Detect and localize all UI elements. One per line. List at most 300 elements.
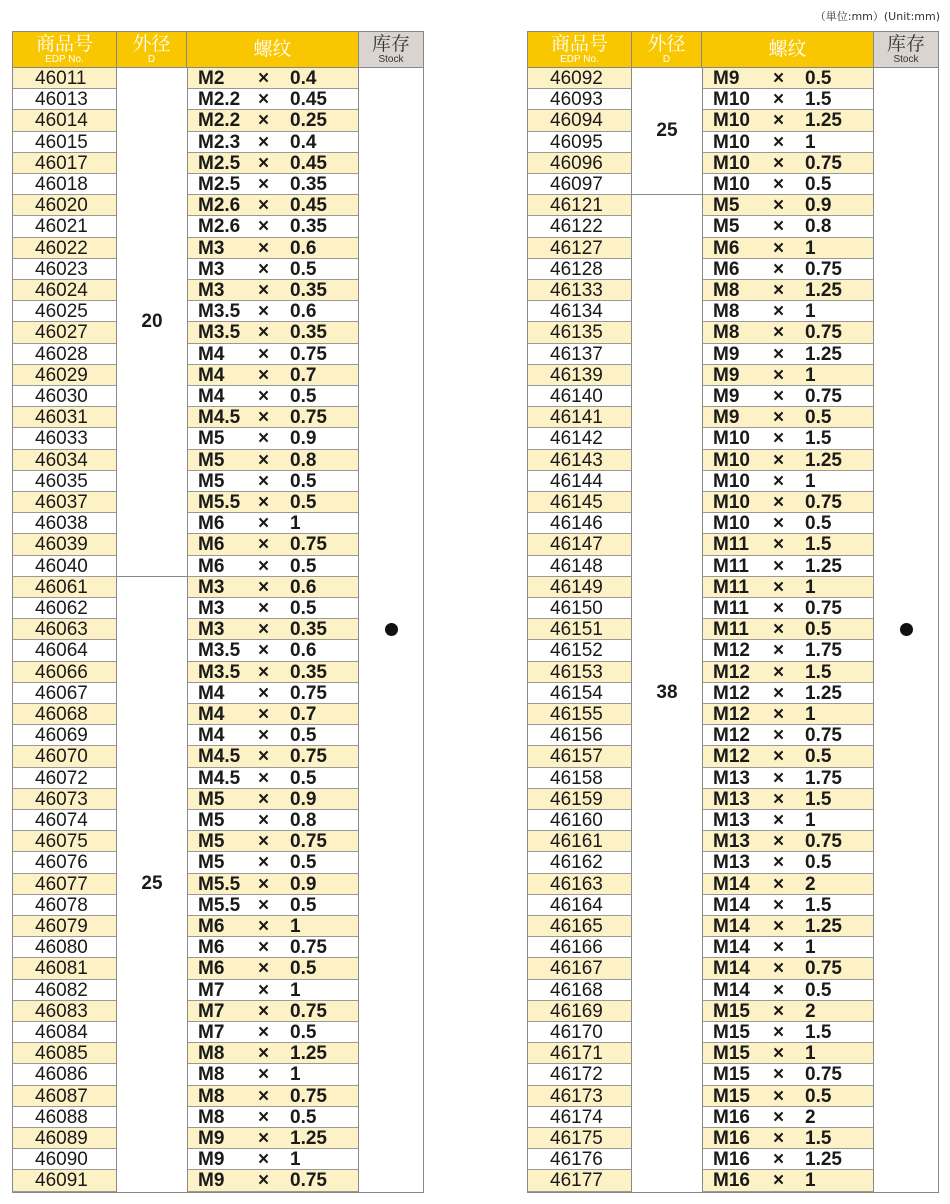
diameter-value: 20 [141,310,163,332]
thread-pitch: 0.35 [290,280,327,301]
thread-pitch: 0.75 [290,1000,327,1022]
edp-number: 46011 [13,68,117,89]
thread-spec [187,280,359,301]
thread-spec [702,132,874,153]
times-sign: × [258,1170,270,1192]
thread-spec [702,598,874,619]
edp-number: 46077 [13,874,117,895]
thread-size: M9 [198,1149,225,1171]
thread-size: M5 [198,831,225,853]
thread-size: M14 [713,916,750,937]
thread-size: M2.5 [198,152,241,174]
thread-size: M14 [713,937,750,959]
edp-number: 46151 [528,619,632,640]
thread-spec [702,68,874,89]
thread-size: M8 [198,1043,225,1065]
thread-pitch: 0.5 [805,852,832,874]
times-sign: × [258,979,270,1001]
times-sign: × [773,89,785,111]
thread-size: M13 [713,767,750,789]
thread-spec [187,1064,359,1085]
times-sign: × [773,534,785,556]
header-thread [702,32,874,67]
header-edp [528,32,632,67]
thread-size: M7 [198,1022,225,1043]
thread-size: M9 [198,1128,225,1149]
edp-number: 46095 [528,132,632,153]
times-sign: × [773,958,785,980]
times-sign: × [773,1022,785,1043]
thread-spec [702,174,874,195]
thread-size: M16 [713,1170,750,1192]
times-sign: × [773,1106,785,1128]
thread-spec [187,534,359,555]
thread-spec [702,1001,874,1022]
thread-size: M12 [713,640,750,662]
times-sign: × [258,916,270,937]
thread-pitch: 0.5 [805,979,832,1001]
thread-pitch: 2 [805,1106,816,1128]
edp-number: 46141 [528,407,632,428]
thread-size: M11 [713,619,749,641]
edp-number: 46150 [528,598,632,619]
thread-size: M4.5 [198,767,241,789]
edp-number: 46028 [13,344,117,365]
thread-pitch: 0.6 [290,237,317,259]
thread-spec [702,831,874,852]
times-sign: × [773,237,785,259]
times-sign: × [258,1149,270,1171]
header-diameter-en: D [147,53,156,65]
edp-number: 46153 [528,662,632,683]
edp-number: 46143 [528,450,632,471]
edp-number: 46170 [528,1022,632,1043]
thread-size: M6 [198,534,225,556]
thread-pitch: 0.8 [290,810,317,831]
thread-spec [187,704,359,725]
edp-number: 46140 [528,386,632,407]
edp-number: 46091 [13,1170,117,1191]
edp-number: 46085 [13,1043,117,1064]
thread-pitch: 0.9 [290,428,317,450]
thread-pitch: 0.5 [290,492,317,513]
stock-column [359,68,423,1192]
times-sign: × [258,1022,270,1043]
thread-size: M15 [713,1000,750,1022]
thread-spec [702,259,874,280]
header-edp-en: EDP No. [560,53,599,65]
thread-size: M13 [713,831,750,853]
thread-size: M3 [198,598,225,619]
thread-spec [702,386,874,407]
times-sign: × [773,873,785,895]
thread-spec [187,662,359,683]
thread-spec [187,132,359,153]
edp-number: 46171 [528,1043,632,1064]
times-sign: × [773,1128,785,1149]
times-sign: × [773,810,785,831]
thread-pitch: 0.75 [805,492,842,513]
edp-number: 46174 [528,1107,632,1128]
times-sign: × [773,322,785,344]
times-sign: × [258,873,270,895]
thread-pitch: 0.75 [290,682,327,704]
thread-spec [187,937,359,958]
thread-pitch: 0.6 [290,301,317,323]
times-sign: × [258,788,270,810]
thread-pitch: 0.4 [290,68,317,89]
times-sign: × [773,916,785,937]
times-sign: × [773,894,785,916]
edp-number: 46034 [13,450,117,471]
thread-spec [702,577,874,598]
thread-size: M10 [713,152,750,174]
edp-number: 46154 [528,683,632,704]
thread-size: M8 [713,301,740,323]
thread-size: M5 [198,810,225,831]
thread-size: M3 [198,280,225,301]
thread-size: M4 [198,386,225,407]
thread-spec [187,195,359,216]
times-sign: × [258,1064,270,1086]
thread-spec [187,874,359,895]
times-sign: × [258,258,270,280]
thread-spec [187,450,359,471]
diameter-value: 38 [656,682,678,704]
times-sign: × [773,470,785,492]
edp-number: 46023 [13,259,117,280]
times-sign: × [258,152,270,174]
edp-number: 46030 [13,386,117,407]
edp-number: 46015 [13,132,117,153]
edp-number: 46168 [528,980,632,1001]
thread-size: M11 [713,598,749,619]
thread-pitch: 1 [290,1064,301,1086]
thread-size: M8 [198,1106,225,1128]
times-sign: × [258,449,270,471]
header-stock-en: Stock [893,53,919,65]
thread-spec [702,789,874,810]
edp-number: 46025 [13,301,117,322]
edp-number: 46018 [13,174,117,195]
thread-pitch: 0.7 [290,704,317,725]
thread-size: M8 [198,1064,225,1086]
thread-size: M4 [198,364,225,386]
thread-pitch: 1.5 [805,661,832,683]
thread-spec [702,916,874,937]
thread-pitch: 1.5 [805,1022,832,1043]
edp-number: 46167 [528,958,632,979]
thread-spec [187,1107,359,1128]
thread-size: M13 [713,788,750,810]
thread-size: M4.5 [198,746,241,768]
edp-number: 46014 [13,110,117,131]
thread-pitch: 0.45 [290,195,327,217]
times-sign: × [258,682,270,704]
header-stock-en: Stock [378,53,404,65]
times-sign: × [773,280,785,301]
thread-spec [702,216,874,237]
thread-spec [702,683,874,704]
thread-size: M5 [198,428,225,450]
thread-size: M11 [713,555,749,577]
thread-pitch: 0.5 [805,746,832,768]
times-sign: × [773,492,785,513]
thread-pitch: 0.5 [290,767,317,789]
times-sign: × [258,725,270,747]
thread-size: M5 [198,852,225,874]
edp-number: 46169 [528,1001,632,1022]
times-sign: × [773,174,785,195]
times-sign: × [258,364,270,386]
times-sign: × [773,407,785,429]
thread-pitch: 0.75 [805,1064,842,1086]
thread-spec [187,789,359,810]
thread-size: M12 [713,725,750,747]
thread-spec [702,365,874,386]
thread-pitch: 1 [805,704,816,725]
thread-size: M9 [713,343,740,365]
edp-number: 46066 [13,662,117,683]
thread-size: M12 [713,682,750,704]
thread-pitch: 1 [805,301,816,323]
thread-pitch: 2 [805,1000,816,1022]
thread-size: M16 [713,1128,750,1149]
thread-pitch: 0.8 [290,449,317,471]
thread-pitch: 1.25 [805,1149,842,1171]
thread-spec [187,68,359,89]
edp-number: 46148 [528,556,632,577]
edp-number: 46070 [13,746,117,767]
thread-size: M13 [713,852,750,874]
thread-pitch: 0.75 [805,598,842,619]
thread-size: M10 [713,110,750,132]
thread-size: M10 [713,174,750,195]
thread-pitch: 0.45 [290,89,327,111]
thread-pitch: 0.75 [290,746,327,768]
times-sign: × [773,788,785,810]
thread-spec [187,768,359,789]
edp-number: 46152 [528,640,632,661]
times-sign: × [773,979,785,1001]
thread-pitch: 0.75 [805,958,842,980]
times-sign: × [773,725,785,747]
times-sign: × [773,682,785,704]
edp-number: 46063 [13,619,117,640]
thread-table-right [527,31,939,1193]
thread-size: M2.3 [198,131,241,153]
edp-number: 46137 [528,344,632,365]
thread-pitch: 1.5 [805,534,832,556]
times-sign: × [258,1085,270,1107]
thread-spec [702,1086,874,1107]
thread-spec [187,1001,359,1022]
edp-number: 46134 [528,301,632,322]
edp-number: 46149 [528,577,632,598]
thread-spec [187,216,359,237]
thread-spec [702,238,874,259]
thread-pitch: 1.75 [805,640,842,662]
edp-number: 46021 [13,216,117,237]
times-sign: × [258,131,270,153]
times-sign: × [258,322,270,344]
thread-pitch: 0.75 [805,152,842,174]
thread-size: M4 [198,682,225,704]
edp-number: 46017 [13,153,117,174]
edp-number: 46089 [13,1128,117,1149]
thread-spec [187,556,359,577]
table-header [528,32,938,68]
thread-pitch: 1 [805,470,816,492]
thread-pitch: 0.5 [290,386,317,407]
thread-size: M2 [198,68,225,89]
thread-spec [187,153,359,174]
edp-number: 46033 [13,428,117,449]
thread-spec [702,301,874,322]
thread-size: M9 [198,1170,225,1192]
times-sign: × [258,174,270,195]
times-sign: × [258,852,270,874]
times-sign: × [773,428,785,450]
thread-size: M8 [713,322,740,344]
times-sign: × [773,343,785,365]
edp-number: 46067 [13,683,117,704]
edp-number: 46029 [13,365,117,386]
thread-pitch: 0.25 [290,110,327,132]
edp-number: 46024 [13,280,117,301]
times-sign: × [773,449,785,471]
edp-number: 46128 [528,259,632,280]
times-sign: × [258,407,270,429]
thread-spec [187,577,359,598]
times-sign: × [258,640,270,662]
thread-pitch: 0.35 [290,174,327,195]
thread-spec [702,1170,874,1191]
times-sign: × [258,1106,270,1128]
thread-size: M2.6 [198,216,241,238]
times-sign: × [773,640,785,662]
edp-number: 46038 [13,513,117,534]
thread-size: M12 [713,704,750,725]
edp-number: 46096 [528,153,632,174]
thread-pitch: 0.75 [290,407,327,429]
thread-pitch: 1.5 [805,1128,832,1149]
thread-spec [187,386,359,407]
thread-size: M4.5 [198,407,241,429]
edp-number: 46165 [528,916,632,937]
diameter-group [632,195,702,1191]
edp-number: 46147 [528,534,632,555]
thread-pitch: 0.75 [805,831,842,853]
edp-number: 46086 [13,1064,117,1085]
thread-spec [187,492,359,513]
thread-spec [702,746,874,767]
times-sign: × [258,343,270,365]
times-sign: × [258,428,270,450]
thread-spec [187,259,359,280]
thread-pitch: 0.7 [290,364,317,386]
edp-number: 46156 [528,725,632,746]
times-sign: × [773,746,785,768]
thread-pitch: 1.5 [805,89,832,111]
edp-number: 46062 [13,598,117,619]
thread-spec [702,89,874,110]
thread-spec [702,153,874,174]
times-sign: × [773,131,785,153]
header-edp-en: EDP No. [45,53,84,65]
thread-spec [187,1128,359,1149]
thread-size: M10 [713,513,750,535]
stock-available-dot-icon [900,623,913,636]
edp-number: 46078 [13,895,117,916]
thread-spec [187,1022,359,1043]
times-sign: × [773,513,785,535]
thread-size: M11 [713,576,749,598]
header-edp-zh: 商品号 [35,32,93,55]
thread-pitch: 0.75 [290,937,327,959]
thread-pitch: 0.5 [290,555,317,577]
thread-size: M5 [198,788,225,810]
times-sign: × [773,576,785,598]
thread-spec [702,322,874,343]
thread-pitch: 1.25 [805,280,842,301]
thread-size: M15 [713,1064,750,1086]
header-stock-zh: 库存 [886,32,925,55]
thread-spec [187,683,359,704]
thread-size: M9 [713,386,740,407]
times-sign: × [773,704,785,725]
thread-pitch: 0.35 [290,661,327,683]
thread-spec [187,980,359,1001]
thread-size: M3.5 [198,301,241,323]
thread-pitch: 0.9 [805,195,832,217]
thread-pitch: 0.5 [290,852,317,874]
thread-pitch: 0.5 [805,174,832,195]
thread-size: M3.5 [198,322,241,344]
edp-number: 46020 [13,195,117,216]
thread-pitch: 0.75 [290,1170,327,1192]
thread-size: M8 [713,280,740,301]
times-sign: × [258,767,270,789]
times-sign: × [773,1064,785,1086]
times-sign: × [773,68,785,89]
thread-spec [187,301,359,322]
thread-spec [702,725,874,746]
edp-number: 46076 [13,852,117,873]
edp-number: 46135 [528,322,632,343]
edp-number: 46084 [13,1022,117,1043]
edp-number: 46175 [528,1128,632,1149]
thread-size: M6 [198,916,225,937]
stock-column [874,68,938,1192]
thread-size: M12 [713,746,750,768]
times-sign: × [258,598,270,619]
times-sign: × [258,1000,270,1022]
thread-size: M11 [713,534,749,556]
thread-pitch: 0.35 [290,619,327,641]
thread-spec [702,110,874,131]
thread-size: M10 [713,428,750,450]
times-sign: × [258,894,270,916]
thread-spec [702,195,874,216]
edp-number: 46040 [13,556,117,577]
thread-size: M6 [198,555,225,577]
thread-spec [702,704,874,725]
thread-spec [702,513,874,534]
thread-spec [702,1149,874,1170]
thread-pitch: 1.5 [805,894,832,916]
edp-number: 46159 [528,789,632,810]
